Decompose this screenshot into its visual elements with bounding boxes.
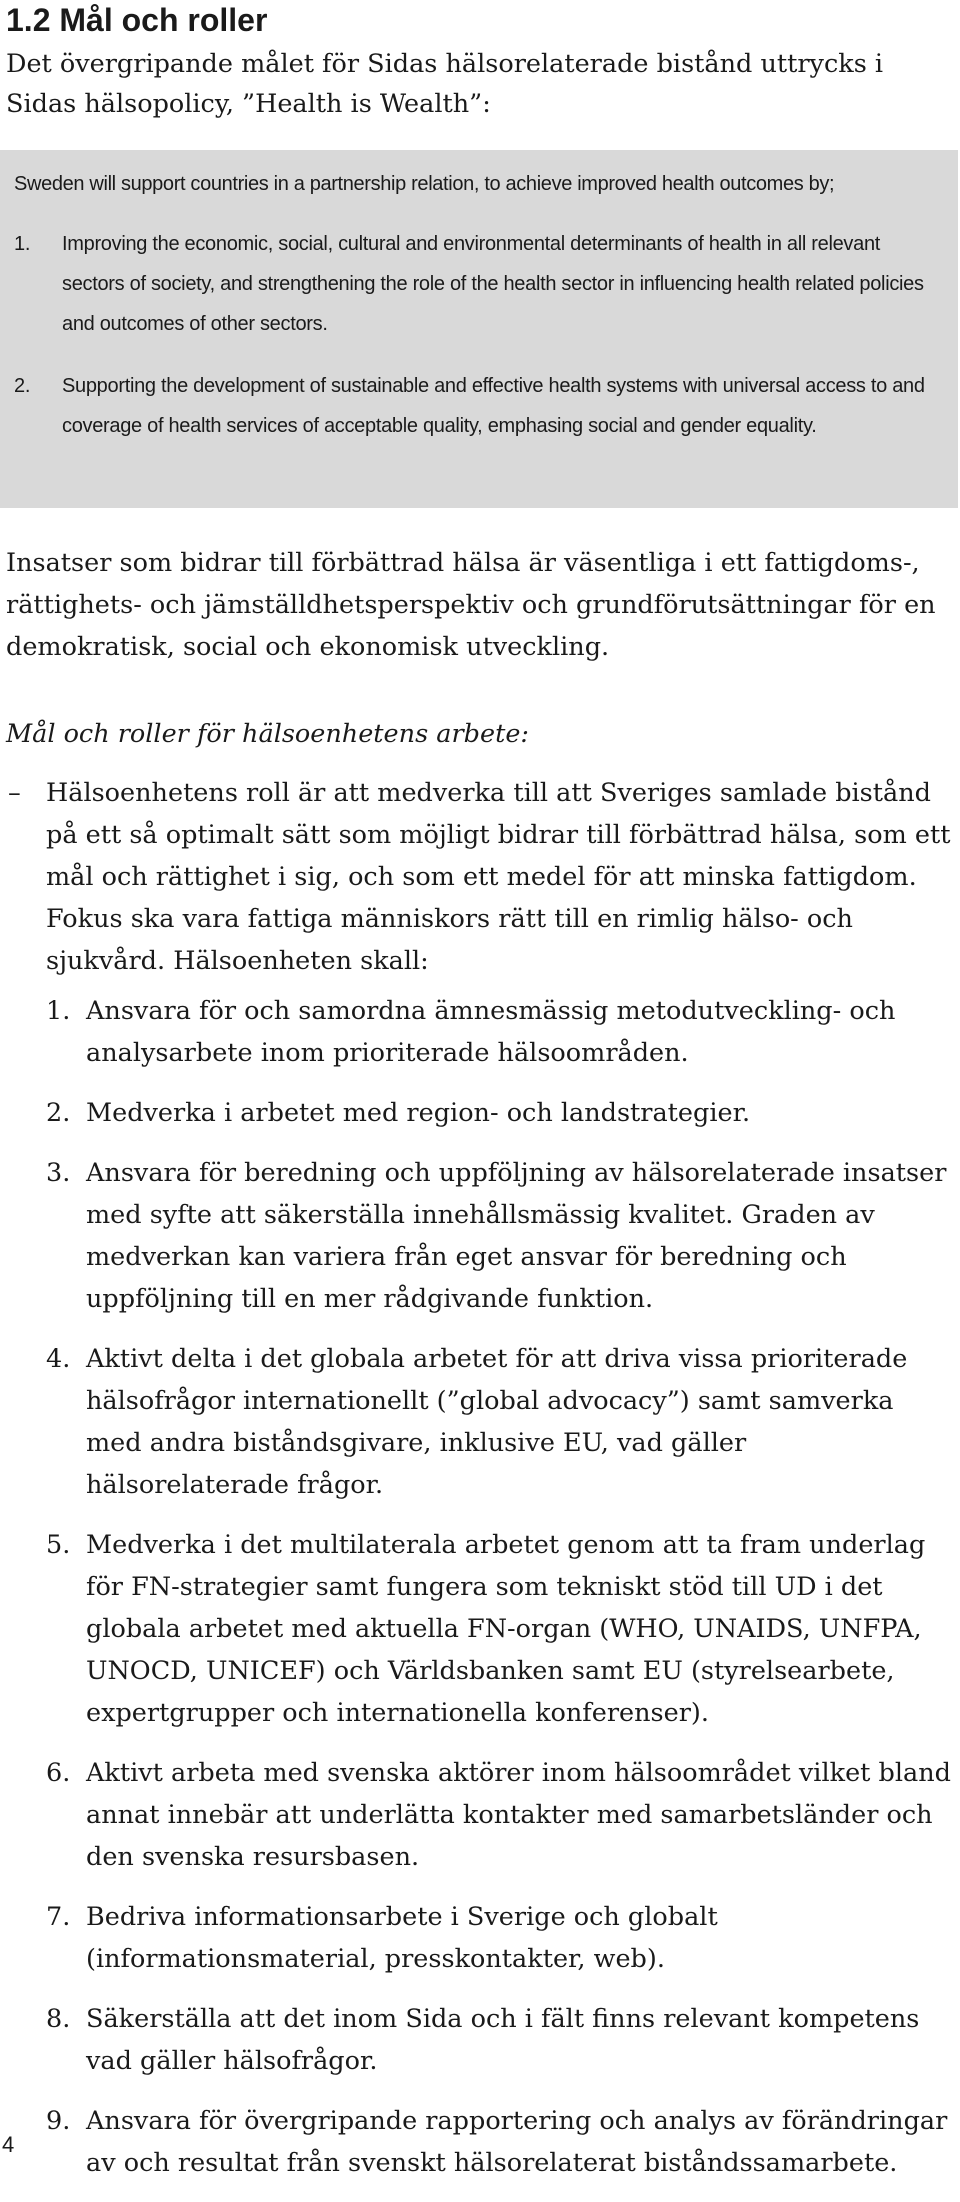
italic-subheading: Mål och roller för hälsoenhetens arbete: bbox=[6, 719, 529, 749]
task-text: Ansvara för övergripande rapportering och analys av förändringar av och resultat från svenskt hälsorelaterat biståndssamarbete. bbox=[86, 2106, 948, 2178]
task-number: 9. bbox=[46, 2106, 71, 2136]
task-list-item bbox=[0, 1524, 960, 1734]
task-list-item bbox=[0, 1338, 960, 1506]
policy-quote-box bbox=[0, 150, 958, 508]
task-number: 2. bbox=[46, 1098, 71, 1128]
quote-lead-text: Sweden will support countries in a partnership relation, to achieve improved health outcomes by; bbox=[14, 173, 835, 195]
task-text: Ansvara för beredning och uppföljning av hälsorelaterade insatser med syfte att säkerställa innehållsmässig kvalitet. Graden av medverkan kan variera från eget ansvar för beredning och uppföljning till en mer rådgivande funktion. bbox=[86, 1158, 947, 1314]
section-heading: 1.2 Mål och roller bbox=[6, 2, 268, 38]
task-number: 6. bbox=[46, 1758, 71, 1788]
quote-item-text: Supporting the development of sustainable and effective health systems with universal access to and coverage of health services of acceptable quality, emphasing social and gender equality. bbox=[62, 375, 925, 437]
task-text: Medverka i det multilaterala arbetet genom att ta fram underlag för FN-strategier samt fungera som tekniskt stöd till UD i det globala arbetet med aktuella FN-organ (WHO, UNAIDS, UNFPA, UNOCD, UNICEF) och Världsbanken samt EU (styrelsearbete, expertgrupper och internationella konferenser). bbox=[86, 1530, 926, 1728]
quote-list-item bbox=[14, 366, 944, 446]
task-list-item bbox=[0, 1152, 960, 1320]
quote-item-number: 1. bbox=[14, 233, 31, 255]
page-number: 4 bbox=[2, 2132, 15, 2157]
task-number: 4. bbox=[46, 1344, 71, 1374]
dash-list-item bbox=[6, 772, 954, 982]
task-text: Aktivt delta i det globala arbetet för att driva vissa prioriterade hälsofrågor internationellt (”global advocacy”) samt samverka med andra biståndsgivare, inklusive EU, vad gäller hälsorelaterade frågor. bbox=[86, 1344, 908, 1500]
task-list bbox=[0, 990, 960, 2202]
task-list-item bbox=[0, 1998, 960, 2082]
task-text: Bedriva informationsarbete i Sverige och globalt (informationsmaterial, presskontakter, web). bbox=[86, 1902, 718, 1974]
task-list-item bbox=[0, 1092, 960, 1134]
task-number: 5. bbox=[46, 1530, 71, 1560]
quote-list-item bbox=[14, 224, 944, 344]
body-paragraph: Insatser som bidrar till förbättrad hälsa är väsentliga i ett fattigdoms-, rättighets- och jämställdhetsperspektiv och grundförutsättningar för en demokratisk, social och ekonomisk utveckling. bbox=[6, 548, 936, 662]
dash-item-text: Hälsoenhetens roll är att medverka till att Sveriges samlade bistånd på ett så optimalt sätt som möjligt bidrar till förbättrad hälsa, som ett mål och rättighet i sig, och som ett medel för att minska fattigdom. Fokus ska vara fattiga människors rätt till en rimlig hälso- och sjukvård. Hälsoenheten skall: bbox=[46, 778, 951, 976]
intro-paragraph: Det övergripande målet för Sidas hälsorelaterade bistånd uttrycks i Sidas hälsopolicy, ”Health is Wealth”: bbox=[6, 49, 884, 119]
task-number: 7. bbox=[46, 1902, 71, 1932]
task-list-item bbox=[0, 2100, 960, 2184]
task-text: Aktivt arbeta med svenska aktörer inom hälsoområdet vilket bland annat innebär att underlätta kontakter med samarbetsländer och den svenska resursbasen. bbox=[86, 1758, 951, 1872]
task-list-item bbox=[0, 1752, 960, 1878]
task-text: Säkerställa att det inom Sida och i fält finns relevant kompetens vad gäller hälsofrågor. bbox=[86, 2004, 920, 2076]
task-text: Medverka i arbetet med region- och landstrategier. bbox=[86, 1098, 751, 1128]
dash-bullet: – bbox=[8, 778, 21, 808]
quote-item-text: Improving the economic, social, cultural and environmental determinants of health in all relevant sectors of society, and strengthening the role of the health sector in influencing health related policies and outcomes of other sectors. bbox=[62, 233, 924, 335]
quote-item-number: 2. bbox=[14, 375, 31, 397]
task-number: 8. bbox=[46, 2004, 71, 2034]
task-number: 1. bbox=[46, 996, 71, 1026]
task-list-item bbox=[0, 990, 960, 1074]
task-list-item bbox=[0, 1896, 960, 1980]
task-number: 3. bbox=[46, 1158, 71, 1188]
task-text: Ansvara för och samordna ämnesmässig metodutveckling- och analysarbete inom prioriterade hälsoområden. bbox=[86, 996, 896, 1068]
